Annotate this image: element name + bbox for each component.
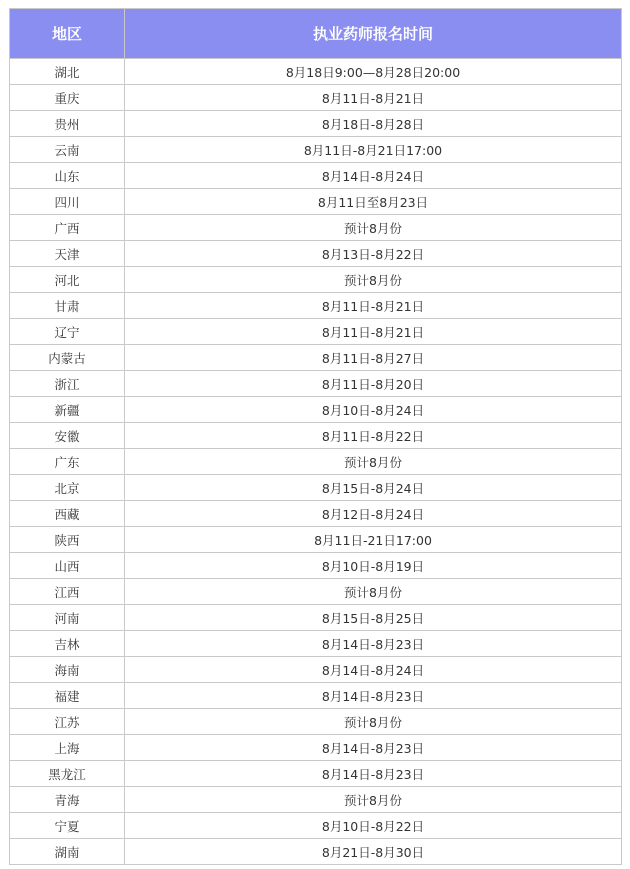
- region-cell: 四川: [10, 189, 125, 215]
- table-row: [10, 397, 622, 423]
- table-row: [10, 85, 622, 111]
- region-cell: 新疆: [10, 397, 125, 423]
- registration-time-cell: 8月14日-8月23日: [125, 683, 622, 709]
- region-cell: 宁夏: [10, 813, 125, 839]
- table-row: [10, 241, 622, 267]
- region-cell: 安徽: [10, 423, 125, 449]
- registration-time-cell: 8月14日-8月23日: [125, 631, 622, 657]
- table-row: [10, 163, 622, 189]
- table-row: [10, 683, 622, 709]
- region-cell: 西藏: [10, 501, 125, 527]
- table-row: [10, 59, 622, 85]
- registration-time-cell: 8月13日-8月22日: [125, 241, 622, 267]
- table-row: [10, 735, 622, 761]
- registration-time-cell: 8月14日-8月24日: [125, 657, 622, 683]
- table-row: [10, 501, 622, 527]
- region-cell: 江西: [10, 579, 125, 605]
- registration-time-cell: 8月11日-8月20日: [125, 371, 622, 397]
- region-cell: 黑龙江: [10, 761, 125, 787]
- header-region: 地区: [10, 9, 125, 59]
- region-cell: 山东: [10, 163, 125, 189]
- table-row: [10, 345, 622, 371]
- registration-time-cell: 8月14日-8月23日: [125, 761, 622, 787]
- table-row: [10, 579, 622, 605]
- table-row: [10, 709, 622, 735]
- header-row: [10, 9, 622, 59]
- registration-time-cell: 8月14日-8月23日: [125, 735, 622, 761]
- region-cell: 甘肃: [10, 293, 125, 319]
- registration-time-cell: 8月11日-8月21日: [125, 85, 622, 111]
- region-cell: 上海: [10, 735, 125, 761]
- registration-time-cell: 预计8月份: [125, 709, 622, 735]
- registration-time-cell: 8月15日-8月24日: [125, 475, 622, 501]
- region-cell: 陕西: [10, 527, 125, 553]
- region-cell: 江苏: [10, 709, 125, 735]
- table-row: [10, 293, 622, 319]
- region-cell: 青海: [10, 787, 125, 813]
- registration-time-cell: 8月11日至8月23日: [125, 189, 622, 215]
- header-registration-time: 执业药师报名时间: [125, 9, 622, 59]
- region-cell: 河南: [10, 605, 125, 631]
- table-row: [10, 631, 622, 657]
- region-cell: 海南: [10, 657, 125, 683]
- region-cell: 广西: [10, 215, 125, 241]
- registration-time-cell: 8月10日-8月22日: [125, 813, 622, 839]
- table-row: [10, 371, 622, 397]
- region-cell: 河北: [10, 267, 125, 293]
- registration-time-cell: 8月14日-8月24日: [125, 163, 622, 189]
- registration-time-cell: 8月11日-8月27日: [125, 345, 622, 371]
- region-cell: 吉林: [10, 631, 125, 657]
- registration-time-cell: 8月11日-8月21日17:00: [125, 137, 622, 163]
- registration-time-cell: 预计8月份: [125, 215, 622, 241]
- table-body: [10, 59, 622, 865]
- table-row: [10, 761, 622, 787]
- table-row: [10, 475, 622, 501]
- region-cell: 云南: [10, 137, 125, 163]
- registration-time-cell: 8月11日-8月21日: [125, 293, 622, 319]
- region-cell: 广东: [10, 449, 125, 475]
- table-row: [10, 605, 622, 631]
- registration-time-cell: 8月11日-21日17:00: [125, 527, 622, 553]
- region-cell: 浙江: [10, 371, 125, 397]
- registration-time-cell: 预计8月份: [125, 267, 622, 293]
- table-row: [10, 137, 622, 163]
- table-row: [10, 813, 622, 839]
- registration-time-cell: 8月11日-8月22日: [125, 423, 622, 449]
- region-cell: 福建: [10, 683, 125, 709]
- table-row: [10, 215, 622, 241]
- region-cell: 北京: [10, 475, 125, 501]
- table-row: [10, 839, 622, 865]
- table-row: [10, 423, 622, 449]
- registration-time-cell: 8月10日-8月19日: [125, 553, 622, 579]
- region-cell: 天津: [10, 241, 125, 267]
- registration-time-cell: 预计8月份: [125, 449, 622, 475]
- registration-time-cell: 8月21日-8月30日: [125, 839, 622, 865]
- registration-table: [9, 8, 622, 865]
- registration-table-container: [9, 8, 621, 865]
- registration-time-cell: 8月11日-8月21日: [125, 319, 622, 345]
- region-cell: 贵州: [10, 111, 125, 137]
- region-cell: 内蒙古: [10, 345, 125, 371]
- table-row: [10, 787, 622, 813]
- region-cell: 山西: [10, 553, 125, 579]
- table-row: [10, 319, 622, 345]
- table-row: [10, 111, 622, 137]
- table-row: [10, 189, 622, 215]
- table-row: [10, 267, 622, 293]
- table-row: [10, 657, 622, 683]
- registration-time-cell: 8月12日-8月24日: [125, 501, 622, 527]
- registration-time-cell: 预计8月份: [125, 579, 622, 605]
- registration-time-cell: 8月18日-8月28日: [125, 111, 622, 137]
- region-cell: 湖北: [10, 59, 125, 85]
- registration-time-cell: 8月10日-8月24日: [125, 397, 622, 423]
- registration-time-cell: 8月18日9:00—8月28日20:00: [125, 59, 622, 85]
- region-cell: 重庆: [10, 85, 125, 111]
- table-row: [10, 527, 622, 553]
- region-cell: 湖南: [10, 839, 125, 865]
- table-row: [10, 553, 622, 579]
- table-row: [10, 449, 622, 475]
- region-cell: 辽宁: [10, 319, 125, 345]
- table-header: [10, 9, 622, 59]
- registration-time-cell: 8月15日-8月25日: [125, 605, 622, 631]
- registration-time-cell: 预计8月份: [125, 787, 622, 813]
